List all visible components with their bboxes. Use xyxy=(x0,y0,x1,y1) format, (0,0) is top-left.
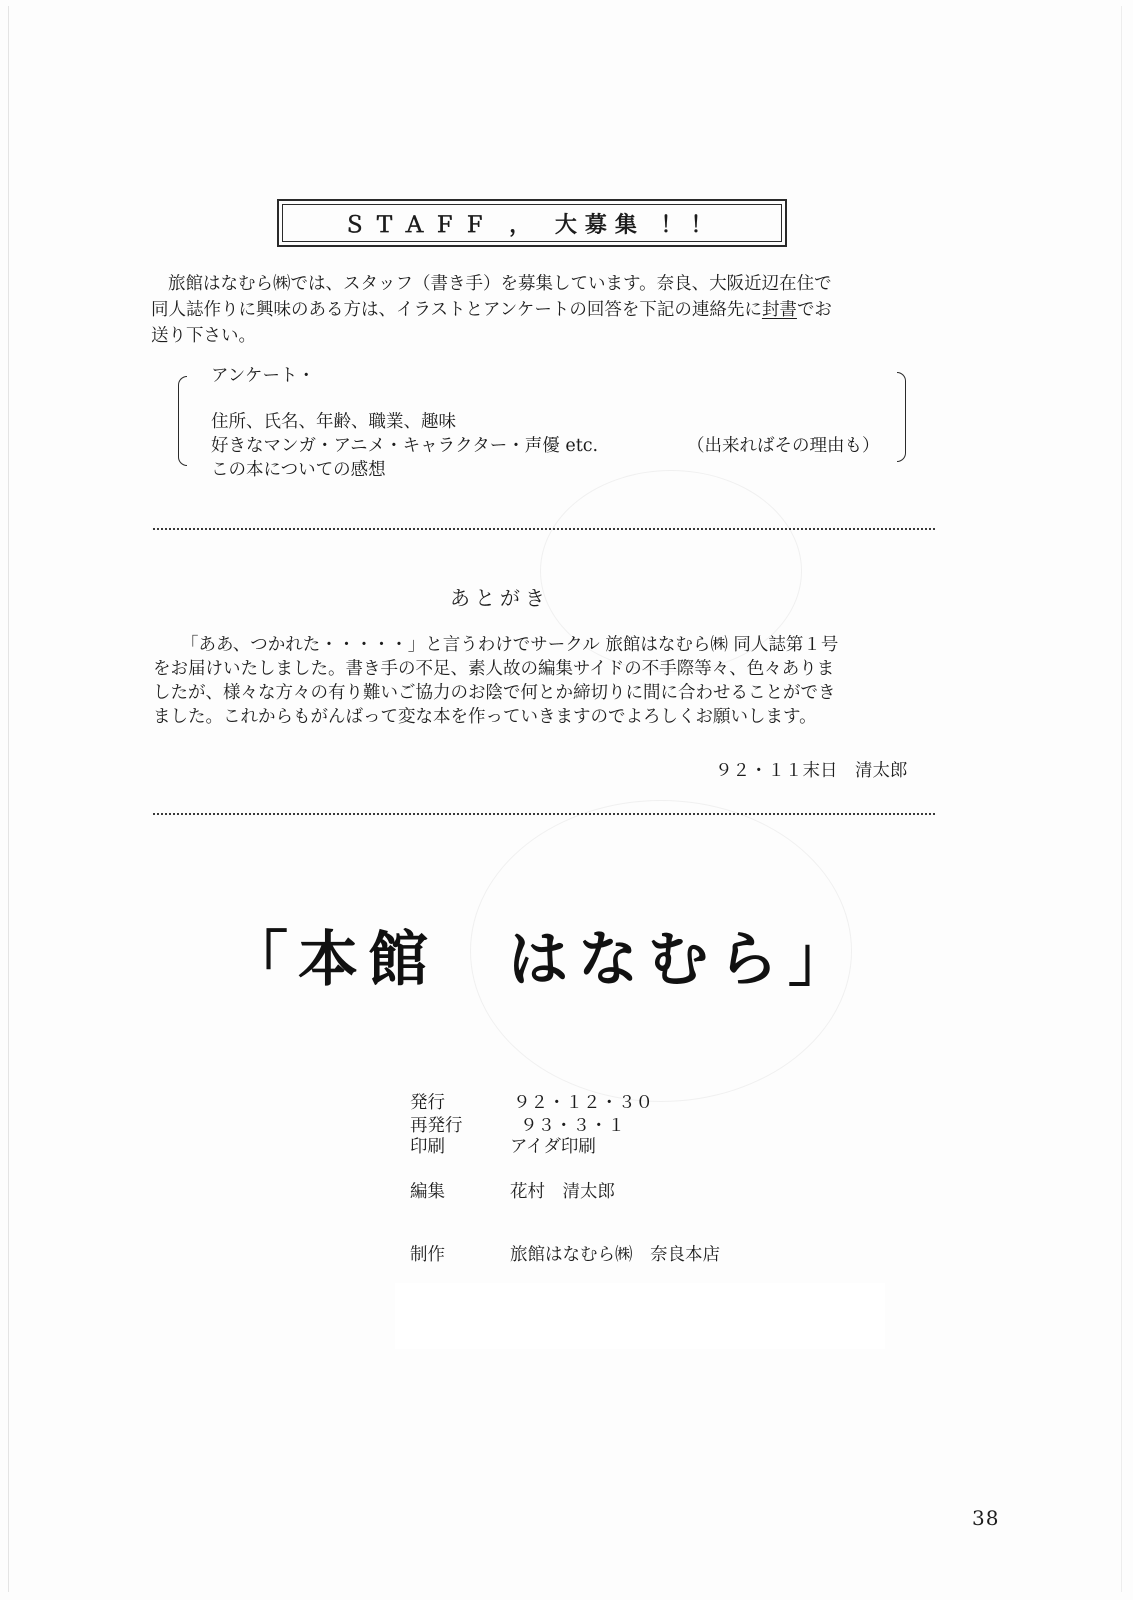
dotted-divider xyxy=(153,528,935,530)
colophon-publish-value: ９２・１２・３０ xyxy=(513,1093,653,1113)
colophon-print-value: アイダ印刷 xyxy=(510,1137,596,1157)
redacted-area xyxy=(395,1283,885,1349)
colophon-publish-label: 発行 xyxy=(410,1093,445,1113)
afterword-signature: ９２・１１末日 清太郎 xyxy=(715,761,908,781)
page-number: 38 xyxy=(972,1506,1000,1530)
colophon-print-label: 印刷 xyxy=(410,1137,445,1157)
questionnaire-item-1: 住所、氏名、年齢、職業、趣味 xyxy=(211,412,456,432)
questionnaire-heading: アンケート・ xyxy=(211,366,315,386)
staff-intro-line-3: 送り下さい。 xyxy=(151,326,256,346)
questionnaire-item-2-note: （出来ればその理由も） xyxy=(687,436,880,456)
colophon-republish-label: 再発行 xyxy=(410,1116,463,1136)
colophon-producer-value: 旅館はなむら㈱ 奈良本店 xyxy=(510,1245,720,1265)
questionnaire-item-2: 好きなマンガ・アニメ・キャラクター・声優 etc. xyxy=(211,436,599,456)
questionnaire-item-3: この本についての感想 xyxy=(211,460,386,480)
afterword-line-3: したが、様々な方々の有り難いご協力のお陰で何とか締切りに間に合わせることができ xyxy=(153,683,836,703)
dotted-divider xyxy=(153,813,935,815)
staff-recruitment-title: ＳＴＡＦＦ ， 大募集 ！！ xyxy=(343,211,721,238)
colophon-editor-label: 編集 xyxy=(410,1182,445,1202)
staff-intro-underlined-word: 封書 xyxy=(761,300,797,320)
afterword-line-4: ました。これからもがんばって変な本を作っていきますのでよろしくお願いします。 xyxy=(153,707,817,727)
afterword-heading: あとがき xyxy=(450,586,550,610)
staff-intro-line-1: 旅館はなむら㈱では、スタッフ（書き手）を募集しています。奈良、大阪近辺在住で xyxy=(168,274,832,294)
afterword-line-1: 「ああ、つかれた・・・・・」と言うわけでサークル 旅館はなむら㈱ 同人誌第１号 xyxy=(181,635,839,655)
staff-intro-line-2 xyxy=(151,297,832,323)
questionnaire-left-bracket xyxy=(178,376,187,466)
afterword-line-2: をお届けいたしました。書き手の不足、素人故の編集サイドの不手際等々、色々ありま xyxy=(153,659,835,679)
questionnaire-right-bracket xyxy=(897,372,906,462)
staff-intro-line-2-end: でお xyxy=(796,300,832,320)
colophon-republish-value: ９３・３・１ xyxy=(520,1116,625,1136)
staff-recruitment-box xyxy=(277,199,787,247)
colophon-editor-value: 花村 清太郎 xyxy=(510,1182,615,1202)
book-title: 「本館 はなむら」 xyxy=(228,925,858,995)
colophon-producer-label: 制作 xyxy=(410,1245,445,1265)
staff-intro-line-2-text: 同人誌作りに興味のある方は、イラストとアンケートの回答を下記の連絡先に xyxy=(151,300,762,320)
